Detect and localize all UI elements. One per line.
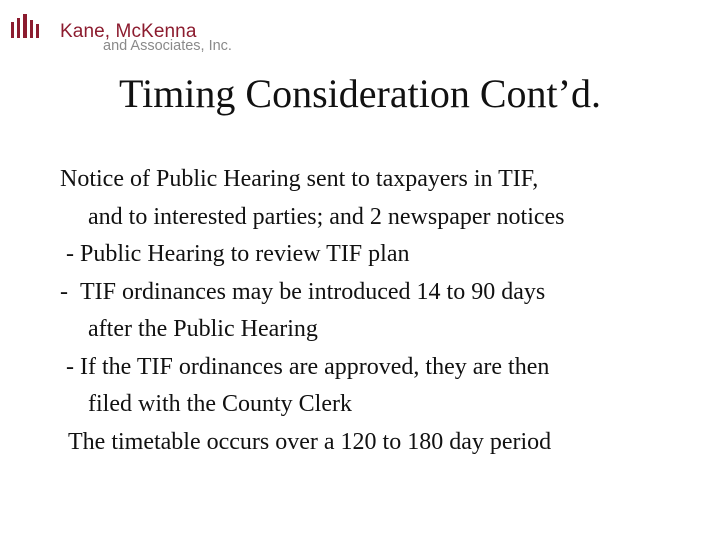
slide-title: Timing Consideration Cont’d. <box>119 71 601 116</box>
company-logo <box>10 8 280 56</box>
slide-body <box>60 161 710 461</box>
building-bars-icon <box>10 14 40 38</box>
body-line-hearing: - Public Hearing to review TIF plan <box>66 241 410 267</box>
logo-company-name: Kane, McKenna <box>60 21 197 42</box>
body-line-ordinances-cont: after the Public Hearing <box>88 316 318 342</box>
body-line-timetable: The timetable occurs over a 120 to 180 day period <box>68 428 552 455</box>
body-line-notice-cont: and to interested parties; and 2 newspaper notices <box>88 203 565 230</box>
body-line-notice: Notice of Public Hearing sent to taxpayers in TIF, <box>60 166 539 192</box>
logo-company-subtitle: and Associates, Inc. <box>103 38 232 54</box>
body-line-approved-cont: filed with the County Clerk <box>88 391 352 417</box>
body-line-ordinances: - TIF ordinances may be introduced 14 to 90 days <box>60 278 546 305</box>
body-line-approved: - If the TIF ordinances are approved, they are then <box>66 353 550 380</box>
